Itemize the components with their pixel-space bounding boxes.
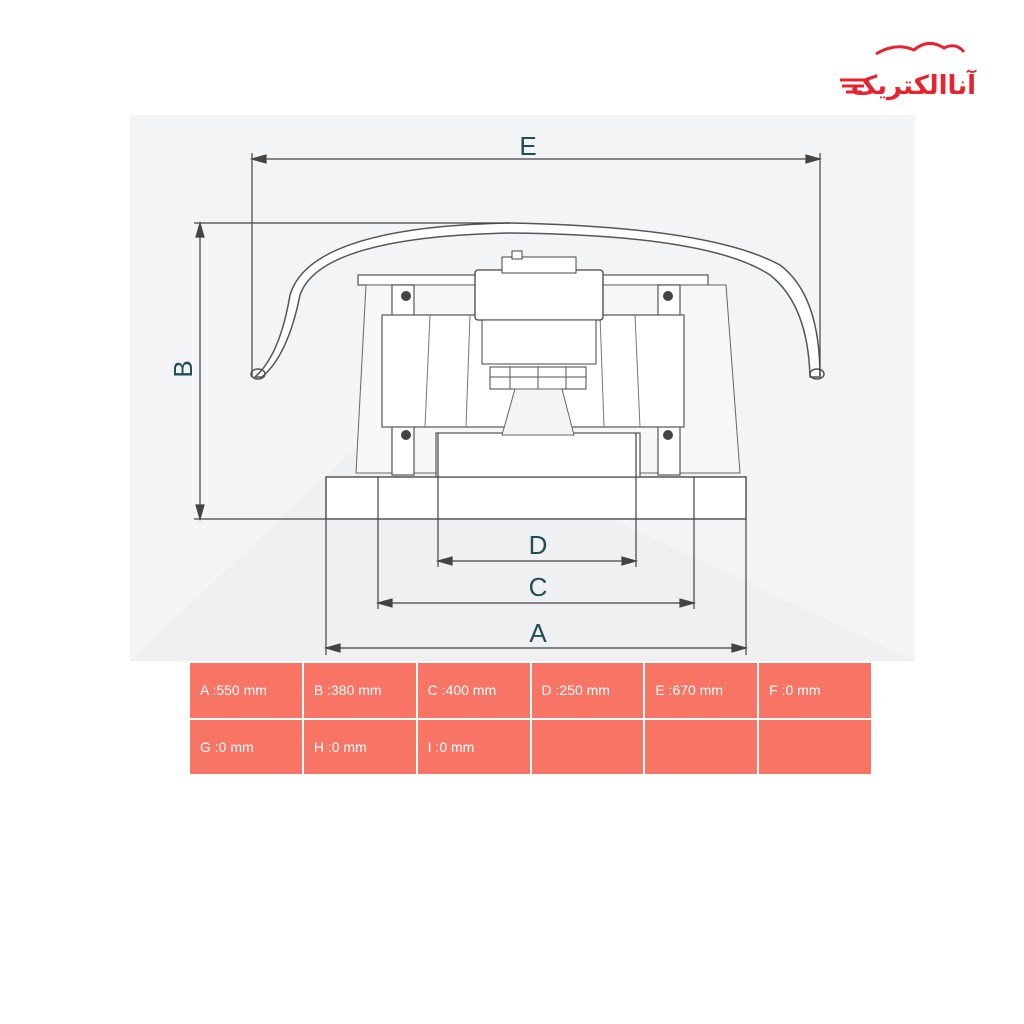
spec-cell: F :0 mm (759, 663, 871, 718)
label-c: C (528, 572, 548, 602)
spec-cell: H :0 mm (304, 720, 416, 775)
dimension-drawing (130, 115, 915, 661)
spec-cell: B :380 mm (304, 663, 416, 718)
spec-cell: D :250 mm (532, 663, 644, 718)
label-d: D (528, 530, 548, 560)
label-b: B (168, 360, 198, 378)
spec-cell: I :0 mm (418, 720, 530, 775)
motor (475, 270, 603, 320)
label-e: E (519, 131, 537, 161)
logo-text: آناالکتریک (850, 71, 976, 101)
spec-cell (645, 720, 757, 775)
spec-cell (532, 720, 644, 775)
spec-cell: G :0 mm (190, 720, 302, 775)
spec-cell: C :400 mm (418, 663, 530, 718)
label-a: A (529, 618, 547, 648)
spec-cell: A :550 mm (190, 663, 302, 718)
spec-cell: E :670 mm (645, 663, 757, 718)
fan-base (326, 477, 746, 519)
brand-logo (836, 40, 986, 104)
spec-cell (759, 720, 871, 775)
dimension-spec-table (190, 663, 871, 774)
